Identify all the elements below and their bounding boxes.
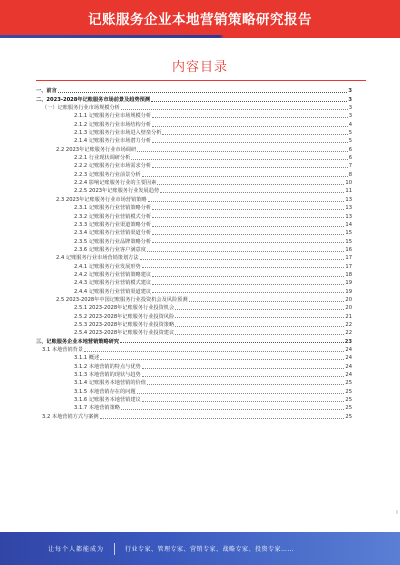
toc-entry-page: 4 bbox=[348, 121, 352, 128]
toc-entry[interactable] bbox=[36, 94, 352, 102]
toc-entry-label: 2.1.2 记账服务行业市场结构分析 bbox=[74, 121, 152, 128]
toc-leader-dots bbox=[142, 368, 345, 369]
toc-entry[interactable] bbox=[36, 370, 352, 378]
toc-entry[interactable] bbox=[36, 278, 352, 286]
toc-leader-dots bbox=[152, 167, 348, 168]
toc-entry-label: 2.4.1 记账服务行业发展形势 bbox=[74, 263, 141, 270]
toc-leader-dots bbox=[175, 326, 344, 327]
toc-entry-page: 3 bbox=[348, 96, 352, 103]
toc-entry-label: 2.5.4 2023-2028年记账服务行业投资建议 bbox=[74, 330, 175, 337]
toc-entry[interactable] bbox=[36, 253, 352, 261]
report-title: 记账服务企业本地营销策略研究报告 bbox=[88, 11, 312, 28]
toc-leader-dots bbox=[131, 159, 347, 160]
toc-entry-page: 25 bbox=[345, 397, 352, 404]
toc-entry[interactable] bbox=[36, 153, 352, 161]
footer-divider bbox=[114, 543, 115, 555]
toc-entry-label: 3.1.2 本地营销的特点与优势 bbox=[74, 363, 141, 370]
toc-entry-label: 2.5.2 2023-2028年记账服务行业投资风险 bbox=[74, 313, 175, 320]
toc-entry[interactable] bbox=[36, 361, 352, 369]
toc-entry-page: 25 bbox=[345, 380, 352, 387]
toc-entry-label: 2.3.5 记账服务行业品牌策略分析 bbox=[74, 238, 152, 245]
toc-entry-label: 2.1.4 记账服务行业市场潜力分析 bbox=[74, 138, 152, 145]
toc-entry-page: 17 bbox=[345, 263, 352, 270]
toc-leader-dots bbox=[142, 176, 348, 177]
toc-entry-label: 2.5.3 2023-2028年记账服务行业投资策略 bbox=[74, 321, 175, 328]
footer-slogan: 让每个人都能成为 bbox=[48, 546, 105, 553]
toc-entry-label: 2.2.2 记账服务行业市场需求分析 bbox=[74, 163, 152, 170]
toc-entry-label: 2.2.3 记账服务行业前景分析 bbox=[74, 171, 141, 178]
toc-leader-dots bbox=[175, 317, 344, 318]
toc-leader-dots bbox=[152, 117, 348, 118]
toc-entry-label: 2.4.2 记账服务行业营销策略建议 bbox=[74, 271, 152, 278]
toc-entry-label: 2.1.3 记账服务行业市场进入壁垒分析 bbox=[74, 130, 162, 137]
toc-leader-dots bbox=[152, 242, 344, 243]
toc-entry-page: 10 bbox=[345, 180, 352, 187]
toc-leader-dots bbox=[175, 309, 344, 310]
toc-entry[interactable] bbox=[36, 245, 352, 253]
toc-leader-dots bbox=[157, 184, 344, 185]
toc-leader-dots bbox=[120, 342, 344, 343]
toc-entry[interactable] bbox=[36, 345, 352, 353]
toc-entry-page: 24 bbox=[345, 347, 352, 353]
report-header bbox=[0, 0, 400, 35]
toc-entry-label: 3.1.1 概述 bbox=[74, 355, 100, 362]
toc-entry-label: 三、记账服务企业本地营销策略研究 bbox=[36, 338, 120, 345]
toc-leader-dots bbox=[160, 192, 344, 193]
toc-entry[interactable] bbox=[36, 220, 352, 228]
header-accent-line bbox=[0, 35, 400, 38]
toc-entry-page: 6 bbox=[348, 146, 352, 153]
toc-entry-page: 5 bbox=[348, 138, 352, 145]
toc-entry-page: 22 bbox=[345, 330, 352, 337]
toc-leader-dots bbox=[142, 376, 345, 377]
toc-entry[interactable] bbox=[36, 311, 352, 319]
toc-entry[interactable] bbox=[36, 295, 352, 303]
toc-leader-dots bbox=[147, 251, 344, 252]
toc-leader-dots bbox=[58, 92, 348, 93]
toc-entry-label: 2.1.1 记账服务行业市场规模分析 bbox=[74, 113, 152, 120]
table-of-contents bbox=[36, 86, 352, 420]
toc-leader-dots bbox=[152, 276, 344, 277]
toc-entry-label: 2.3.4 记账服务行业营销渠道分析 bbox=[74, 230, 152, 237]
toc-title: 内容目录 bbox=[171, 60, 228, 75]
toc-entry-label: 2.4.3 记账服务行业营销模式建议 bbox=[74, 280, 152, 287]
toc-entry-page: 5 bbox=[348, 130, 352, 137]
toc-entry[interactable] bbox=[36, 328, 352, 336]
toc-entry[interactable] bbox=[36, 378, 352, 386]
toc-entry-label: 3.2 本地营销方式与案例 bbox=[42, 413, 99, 420]
toc-entry-label: 3.1.6 记账服务本地营销建议 bbox=[74, 397, 141, 404]
toc-entry-page: 22 bbox=[345, 321, 352, 328]
toc-leader-dots bbox=[175, 334, 344, 335]
toc-entry[interactable] bbox=[36, 411, 352, 419]
toc-entry[interactable] bbox=[36, 286, 352, 294]
toc-entry[interactable] bbox=[36, 203, 352, 211]
toc-entry-page: 25 bbox=[345, 388, 352, 395]
toc-leader-dots bbox=[189, 301, 345, 302]
toc-entry[interactable] bbox=[36, 395, 352, 403]
page-edge-mark bbox=[396, 510, 398, 514]
toc-leader-dots bbox=[84, 351, 344, 352]
toc-leader-dots bbox=[121, 109, 348, 110]
toc-entry-label: 2.4.4 记账服务行业营销渠道建议 bbox=[74, 288, 152, 295]
toc-entry[interactable] bbox=[36, 194, 352, 202]
toc-entry-label: 2.5 2023-2028年中国记账服务行业投资机会及风险预测 bbox=[56, 296, 188, 303]
toc-entry-label: 3.1.3 本地营销的现状与趋势 bbox=[74, 372, 141, 379]
toc-entry-label: 2.2.4 影响记账服务行业的主要因素 bbox=[74, 180, 157, 187]
toc-entry-page: 25 bbox=[345, 405, 352, 412]
toc-entry[interactable] bbox=[36, 320, 352, 328]
toc-entry-page: 15 bbox=[345, 238, 352, 245]
toc-entry-page: 24 bbox=[345, 355, 352, 362]
toc-entry-page: 3 bbox=[348, 88, 352, 95]
toc-entry-page: 13 bbox=[345, 213, 352, 220]
toc-entry[interactable] bbox=[36, 336, 352, 344]
toc-title-rule bbox=[36, 80, 366, 81]
toc-entry[interactable] bbox=[36, 228, 352, 236]
toc-entry-page: 15 bbox=[345, 230, 352, 237]
toc-entry-label: 3.1.4 记账服务本地营销的价值 bbox=[74, 380, 146, 387]
toc-leader-dots bbox=[152, 126, 348, 127]
toc-entry-page: 20 bbox=[345, 296, 352, 303]
toc-entry-label: （一）记账服务行业市场规模分析 bbox=[42, 105, 120, 112]
toc-leader-dots bbox=[152, 234, 344, 235]
toc-entry-label: 2.2.5 2023年记账服务行业发展趋势 bbox=[74, 188, 160, 195]
toc-leader-dots bbox=[121, 409, 344, 410]
toc-entry-page: 3 bbox=[348, 113, 352, 120]
toc-entry-label: 2.3.1 记账服务行业营销策略分析 bbox=[74, 205, 152, 212]
toc-entry[interactable] bbox=[36, 386, 352, 394]
toc-entry-page: 23 bbox=[344, 338, 352, 345]
toc-entry-page: 3 bbox=[348, 105, 352, 112]
toc-entry-page: 17 bbox=[345, 255, 352, 262]
toc-entry-label: 3.1 本地营销背景 bbox=[42, 347, 84, 353]
toc-leader-dots bbox=[140, 259, 345, 260]
toc-leader-dots bbox=[137, 151, 348, 152]
toc-entry-page: 7 bbox=[348, 163, 352, 170]
toc-entry-label: 2.3 2023年记账服务行业市场营销策略 bbox=[56, 196, 147, 203]
toc-entry[interactable] bbox=[36, 111, 352, 119]
toc-entry[interactable] bbox=[36, 270, 352, 278]
toc-leader-dots bbox=[152, 284, 344, 285]
toc-entry-label: 2.2.1 行业现状调研分析 bbox=[74, 155, 131, 162]
toc-entry-page: 24 bbox=[345, 363, 352, 370]
toc-leader-dots bbox=[142, 401, 345, 402]
toc-leader-dots bbox=[152, 209, 344, 210]
toc-entry-label: 一、前言 bbox=[36, 88, 57, 95]
toc-entry[interactable] bbox=[36, 144, 352, 152]
toc-entry[interactable] bbox=[36, 236, 352, 244]
toc-entry-page: 13 bbox=[345, 196, 352, 203]
toc-entry-page: 13 bbox=[345, 205, 352, 212]
toc-leader-dots bbox=[152, 226, 344, 227]
toc-entry-page: 14 bbox=[345, 221, 352, 228]
footer-tagline: 行业专家、管理专家、营销专家、战略专家、投资专家…… bbox=[125, 546, 295, 553]
toc-entry-label: 3.1.7 本地营销策略 bbox=[74, 405, 120, 412]
toc-entry-label: 2.2 2023年记账服务行业市场调研 bbox=[56, 146, 137, 153]
toc-entry-label: 2.3.3 记账服务行业渠道策略分析 bbox=[74, 221, 152, 228]
toc-entry-page: 20 bbox=[345, 305, 352, 312]
toc-leader-dots bbox=[142, 267, 345, 268]
toc-leader-dots bbox=[137, 393, 345, 394]
toc-leader-dots bbox=[151, 101, 347, 102]
toc-entry[interactable] bbox=[36, 186, 352, 194]
toc-entry[interactable] bbox=[36, 178, 352, 186]
toc-entry-page: 24 bbox=[345, 372, 352, 379]
toc-entry-label: 2.3.2 记账服务行业营销模式分析 bbox=[74, 213, 152, 220]
report-footer bbox=[0, 532, 400, 565]
toc-entry-label: 2.3.6 记账服务行业客户满意度 bbox=[74, 246, 146, 253]
toc-entry-label: 2.4 记账服务行业市场营销策划方法 bbox=[56, 255, 139, 262]
toc-leader-dots bbox=[152, 292, 344, 293]
toc-leader-dots bbox=[100, 359, 344, 360]
toc-entry-page: 19 bbox=[345, 280, 352, 287]
toc-entry[interactable] bbox=[36, 353, 352, 361]
toc-entry[interactable] bbox=[36, 103, 352, 111]
toc-entry-page: 21 bbox=[345, 313, 352, 320]
toc-entry-page: 18 bbox=[345, 271, 352, 278]
toc-entry[interactable] bbox=[36, 169, 352, 177]
toc-entry[interactable] bbox=[36, 128, 352, 136]
toc-entry[interactable] bbox=[36, 211, 352, 219]
toc-entry[interactable] bbox=[36, 261, 352, 269]
toc-leader-dots bbox=[152, 142, 348, 143]
toc-leader-dots bbox=[147, 384, 344, 385]
toc-entry[interactable] bbox=[36, 303, 352, 311]
toc-leader-dots bbox=[152, 217, 344, 218]
toc-entry-page: 11 bbox=[345, 188, 352, 195]
toc-leader-dots bbox=[148, 201, 345, 202]
toc-entry-label: 3.1.5 本地营销存在的问题 bbox=[74, 388, 136, 395]
toc-entry-page: 6 bbox=[348, 155, 352, 162]
toc-entry[interactable] bbox=[36, 86, 352, 94]
toc-entry[interactable] bbox=[36, 161, 352, 169]
toc-leader-dots bbox=[100, 418, 345, 419]
toc-entry-label: 2.5.1 2023-2028年记账服务行业投资机会 bbox=[74, 305, 175, 312]
toc-entry-page: 16 bbox=[345, 246, 352, 253]
toc-entry[interactable] bbox=[36, 136, 352, 144]
toc-entry-page: 19 bbox=[345, 288, 352, 295]
toc-entry-page: 25 bbox=[345, 413, 352, 420]
toc-entry-label: 二、2023-2028年记账服务市场前景及趋势预测 bbox=[36, 96, 151, 103]
toc-leader-dots bbox=[162, 134, 347, 135]
toc-entry-page: 8 bbox=[348, 171, 352, 178]
toc-entry[interactable] bbox=[36, 119, 352, 127]
toc-entry[interactable] bbox=[36, 403, 352, 411]
